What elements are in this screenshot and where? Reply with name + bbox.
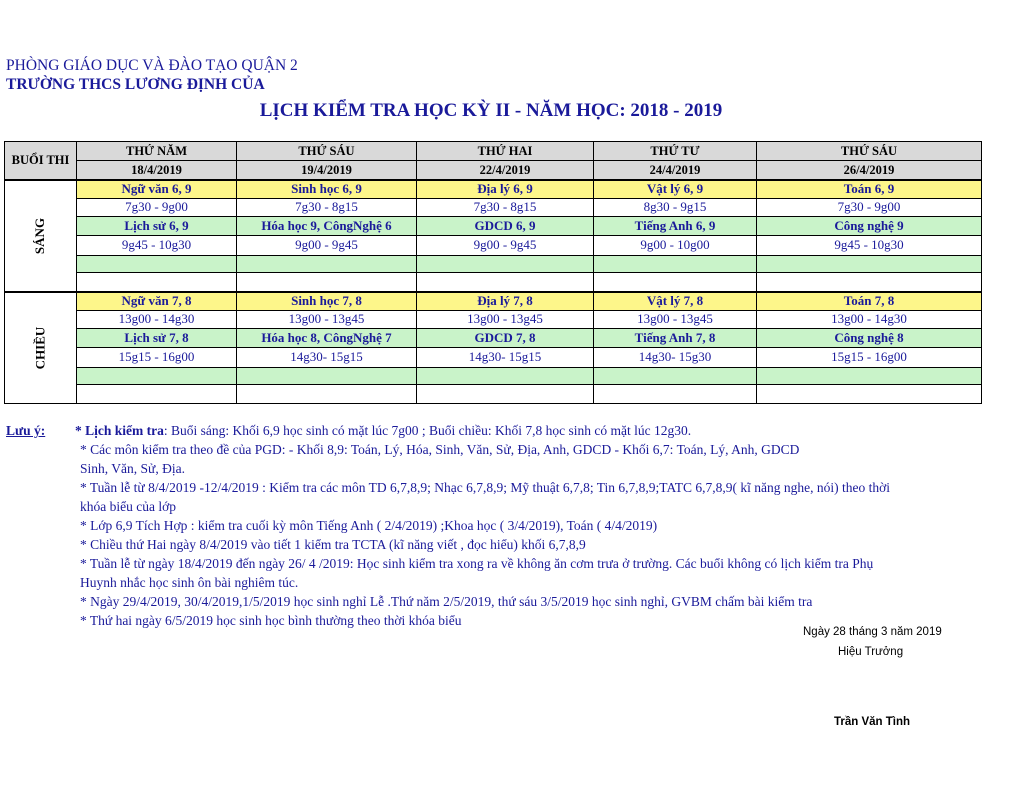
notes-label: Lưu ý: [6,423,46,438]
day-header-weekday: THỨ TƯ [594,142,757,161]
exam-schedule-table [4,141,982,404]
time-cell: 7g30 - 9g00 [757,198,982,216]
note-item: Sinh, Văn, Sử, Địa. [80,461,185,476]
table-row-empty [5,384,982,403]
time-cell: 14g30- 15g30 [594,347,757,367]
empty-cell [594,367,757,384]
day-header-date: 24/4/2019 [594,161,757,180]
subject-cell: Ngữ văn 6, 9 [77,180,237,199]
subject-cell: Toán 7, 8 [757,292,982,311]
subject-cell: Sinh học 7, 8 [237,292,417,311]
empty-cell [757,272,982,292]
time-cell: 13g00 - 14g30 [77,310,237,328]
empty-cell [594,255,757,272]
note-item: * Thứ hai ngày 6/5/2019 học sinh học bình thường theo thời khóa biểu [80,613,462,628]
session-afternoon: CHIỀU [5,292,77,404]
empty-cell [417,384,594,403]
session-column-header: BUỔI THI [5,142,77,180]
note-item: * Tuần lễ từ ngày 18/4/2019 đến ngày 26/ 4 /2019: Học sinh kiểm tra xong ra về không ăn cơm trưa ở trường. Các buổi không có lịch kiểm tra Phụ [80,556,874,571]
subject-cell: Toán 6, 9 [757,180,982,199]
note-item: * Lớp 6,9 Tích Hợp : kiểm tra cuối kỳ môn Tiếng Anh ( 2/4/2019) ;Khoa học ( 3/4/2019), Toán ( 4/4/2019) [80,518,658,533]
time-cell: 7g30 - 8g15 [417,198,594,216]
subject-cell: Hóa học 8, CôngNghệ 7 [237,328,417,347]
table-row [5,347,982,367]
time-cell: 15g15 - 16g00 [757,347,982,367]
time-cell: 13g00 - 13g45 [237,310,417,328]
note-item: * Tuần lễ từ 8/4/2019 -12/4/2019 : Kiểm tra các môn TD 6,7,8,9; Nhạc 6,7,8,9; Mỹ thuật 6,7,8; Tin 6,7,8,9;TATC 6,7,8,9( kĩ năng nghe, nói) theo thời [80,480,890,495]
subject-cell: Ngữ văn 7, 8 [77,292,237,311]
day-header-weekday: THỨ SÁU [237,142,417,161]
subject-cell: Sinh học 6, 9 [237,180,417,199]
empty-cell [757,255,982,272]
day-header-date: 26/4/2019 [757,161,982,180]
subject-cell: Công nghệ 8 [757,328,982,347]
notes-section [6,421,1006,630]
empty-cell [237,367,417,384]
empty-cell [417,367,594,384]
note-item: * Ngày 29/4/2019, 30/4/2019,1/5/2019 học sinh nghỉ Lễ .Thứ năm 2/5/2019, thứ sáu 3/5/2019 học sinh nghỉ, GVBM chấm bài kiểm tra [80,594,813,609]
empty-cell [77,384,237,403]
empty-cell [237,384,417,403]
day-header-date: 22/4/2019 [417,161,594,180]
empty-cell [237,272,417,292]
empty-cell [594,384,757,403]
time-cell: 9g00 - 9g45 [417,235,594,255]
time-cell: 7g30 - 8g15 [237,198,417,216]
note-text: : Buổi sáng: Khối 6,9 học sinh có mặt lúc 7g00 ; Buổi chiều: Khối 7,8 học sinh có mặt lúc 12g30. [163,423,692,438]
subject-cell: Tiếng Anh 7, 8 [594,328,757,347]
signer-name: Trần Văn Tình [834,716,911,728]
subject-cell: Vật lý 6, 9 [594,180,757,199]
subject-cell: Vật lý 7, 8 [594,292,757,311]
table-row [5,292,982,311]
note-item: * Các môn kiểm tra theo đề của PGD: - Khối 8,9: Toán, Lý, Hóa, Sinh, Văn, Sử, Địa, Anh, GDCD - Khối 6,7: Toán, Lý, Anh, GDCD [80,442,800,457]
table-row [5,216,982,235]
table-row [5,328,982,347]
subject-cell: GDCD 7, 8 [417,328,594,347]
day-header-date: 18/4/2019 [77,161,237,180]
note-bold-lead: * Lịch kiểm tra [75,423,164,438]
time-cell: 14g30- 15g15 [237,347,417,367]
time-cell: 9g00 - 10g00 [594,235,757,255]
table-row [5,180,982,199]
note-item: Huynh nhắc học sinh ôn bài nghiêm túc. [80,575,299,590]
table-row-empty [5,367,982,384]
page-title: LỊCH KIỂM TRA HỌC KỲ II - NĂM HỌC: 2018 - 2019 [259,100,723,121]
table-row-empty [5,255,982,272]
empty-cell [757,367,982,384]
day-header-weekday: THỨ NĂM [77,142,237,161]
time-cell: 13g00 - 13g45 [417,310,594,328]
day-header-weekday: THỨ HAI [417,142,594,161]
signer-role: Hiệu Trưởng [838,646,904,658]
time-cell: 9g45 - 10g30 [757,235,982,255]
time-cell: 15g15 - 16g00 [77,347,237,367]
session-morning: SÁNG [5,180,77,292]
time-cell: 13g00 - 14g30 [757,310,982,328]
subject-cell: Lịch sử 7, 8 [77,328,237,347]
table-row [5,310,982,328]
empty-cell [417,255,594,272]
table-row [5,198,982,216]
empty-cell [77,367,237,384]
subject-cell: Hóa học 9, CôngNghệ 6 [237,216,417,235]
empty-cell [77,255,237,272]
header-row [5,142,982,161]
department-name: PHÒNG GIÁO DỤC VÀ ĐÀO TẠO QUẬN 2 [6,57,298,74]
empty-cell [237,255,417,272]
school-name: TRƯỜNG THCS LƯƠNG ĐỊNH CỦA [6,76,265,93]
empty-cell [417,272,594,292]
table-row [5,235,982,255]
subject-cell: Tiếng Anh 6, 9 [594,216,757,235]
subject-cell: Lịch sử 6, 9 [77,216,237,235]
time-cell: 13g00 - 13g45 [594,310,757,328]
time-cell: 8g30 - 9g15 [594,198,757,216]
time-cell: 9g45 - 10g30 [77,235,237,255]
empty-cell [594,272,757,292]
note-item: * Chiều thứ Hai ngày 8/4/2019 vào tiết 1 kiểm tra TCTA (kĩ năng viết , đọc hiểu) khối 6,7,8,9 [80,537,586,552]
table-row-empty [5,272,982,292]
day-header-weekday: THỨ SÁU [757,142,982,161]
empty-cell [757,384,982,403]
day-header-date: 19/4/2019 [237,161,417,180]
subject-cell: GDCD 6, 9 [417,216,594,235]
time-cell: 7g30 - 9g00 [77,198,237,216]
subject-cell: Địa lý 6, 9 [417,180,594,199]
time-cell: 9g00 - 9g45 [237,235,417,255]
time-cell: 14g30- 15g15 [417,347,594,367]
subject-cell: Địa lý 7, 8 [417,292,594,311]
empty-cell [77,272,237,292]
subject-cell: Công nghệ 9 [757,216,982,235]
note-item: khóa biểu của lớp [80,499,176,514]
header-date-row [5,161,982,180]
signing-date: Ngày 28 tháng 3 năm 2019 [803,626,942,638]
note-item [75,421,1006,440]
